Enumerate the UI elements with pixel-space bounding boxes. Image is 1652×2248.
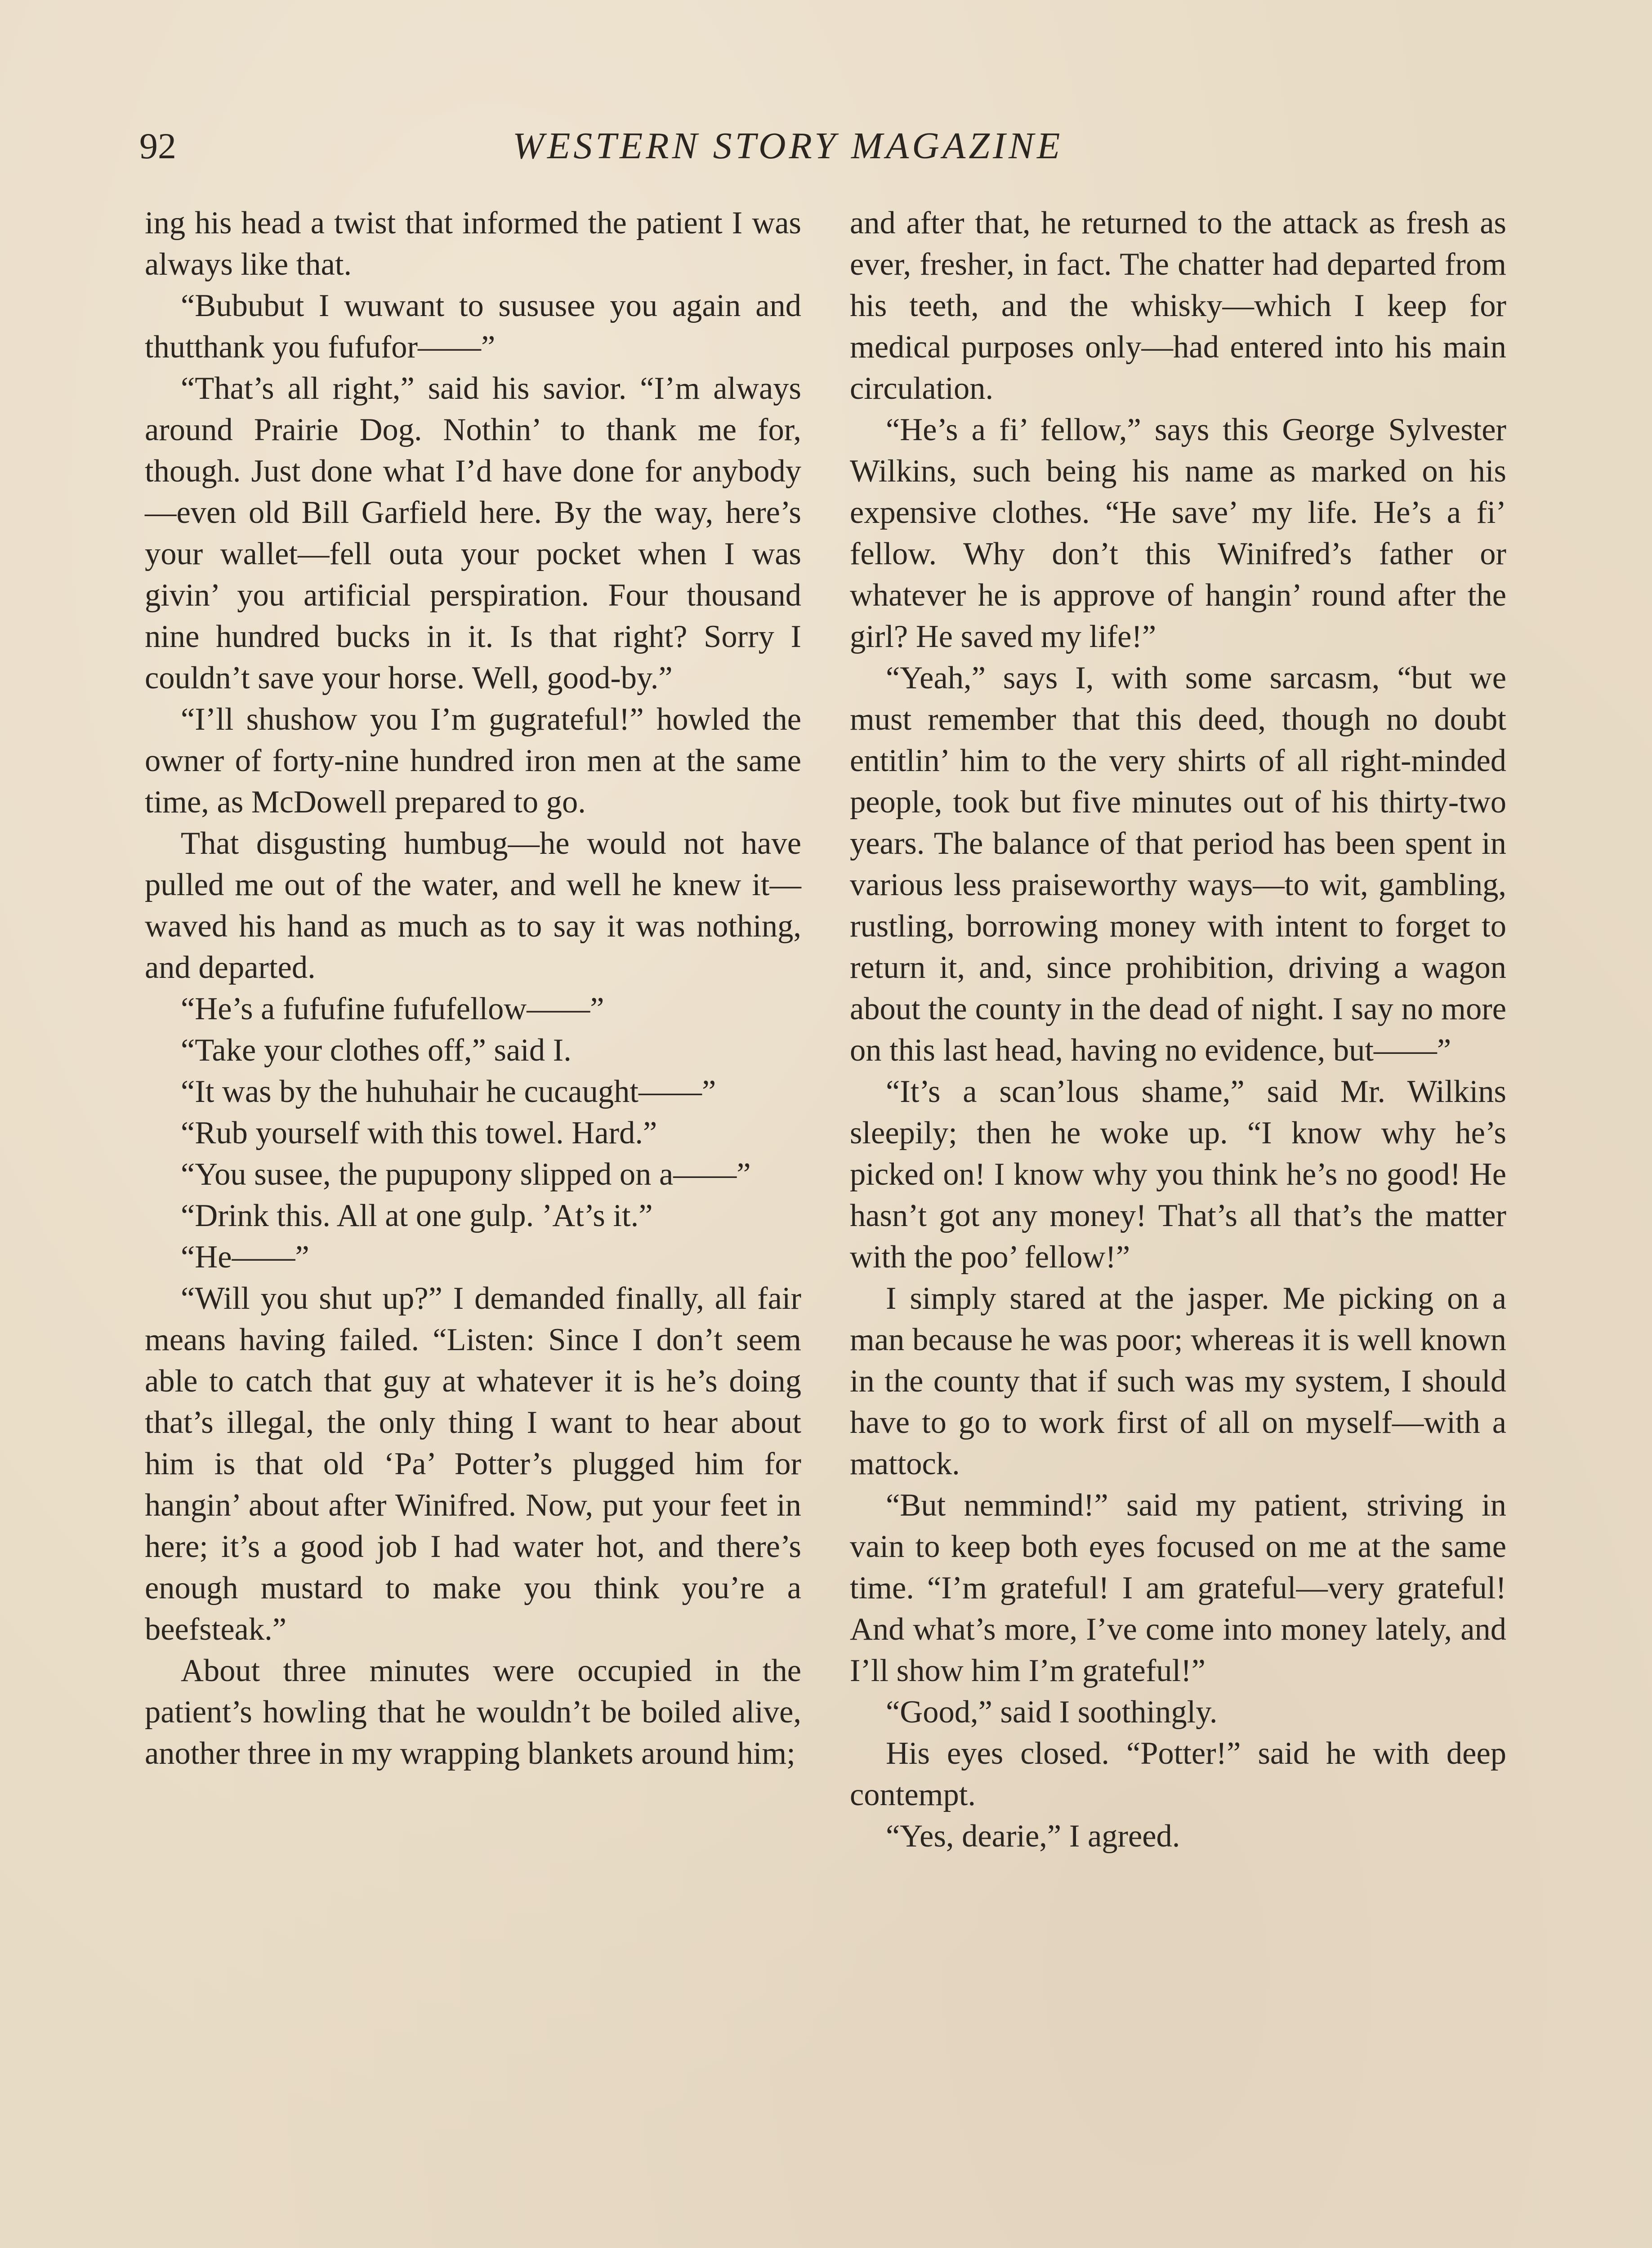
paragraph: “That’s all right,” said his savior. “I’m always around Prairie Dog. Nothin’ to thank me for, though. Just done what I’d have done for anybody—even old Bill Garfield here. By the way, here’s your wallet—fell outa your pocket when I was givin’ you artificial perspiration. Four thousand nine hundred bucks in it. Is that right? Sorry I couldn’t save your horse. Well, good-by.” [145, 371, 801, 696]
page-header [139, 121, 1515, 180]
paragraph: and after that, he returned to the attack as fresh as ever, fresher, in fact. The chatter had departed from his teeth, and the whisky—which I keep for medical purposes only—had entered into his main circulation. [850, 205, 1506, 406]
paragraph: “He’s a fi’ fellow,” says this George Sylvester Wilkins, such being his name as marked on his expensive clothes. “He save’ my life. He’s a fi’ fellow. Why don’t this Winifred’s father or whatever he is approve of hangin’ round after the girl? He saved my life!” [850, 412, 1506, 654]
paragraph: That disgusting humbug—he would not have pulled me out of the water, and well he knew it—waved his hand as much as to say it was nothing, and departed. [145, 826, 801, 985]
paragraph: “Will you shut up?” I demanded finally, all fair means having failed. “Listen: Since I don’t seem able to catch that guy at whatever it is he’s doing that’s illegal, the only thing I want to hear about him is that old ‘Pa’ Potter’s plugged him for hangin’ about after Winifred. Now, put your feet in here; it’s a good job I had water hot, and there’s enough mustard to make you think you’re a beefsteak.” [145, 1281, 801, 1647]
paragraph: ing his head a twist that informed the patient I was always like that. [145, 205, 801, 282]
paragraph: “Rub yourself with this towel. Hard.” [181, 1115, 657, 1151]
paragraph: “He’s a fufufine fufufellow——” [181, 991, 604, 1026]
paragraph: About three minutes were occupied in the patient’s howling that he wouldn’t be boiled alive, another three in my wrapping blankets around him; [145, 1653, 801, 1771]
paragraph: I simply stared at the jasper. Me picking on a man because he was poor; whereas it is well known in the county that if such was my system, I should have to go to work first of all on myself—with a mattock. [850, 1281, 1506, 1481]
paragraph: “Yes, dearie,” I agreed. [886, 1819, 1180, 1854]
running-head: WESTERN STORY MAGAZINE [513, 125, 1063, 167]
paragraph: “It’s a scan’lous shame,” said Mr. Wilkins sleepily; then he woke up. “I know why he’s picked on! I know why you think he’s no good! He hasn’t got any money! That’s all that’s the matter with the poo’ fellow!” [850, 1074, 1506, 1275]
paragraph: “It was by the huhuhair he cucaught——” [181, 1074, 716, 1109]
paragraph: “He——” [181, 1240, 309, 1275]
paragraph: “Take your clothes off,” said I. [181, 1033, 572, 1068]
paragraph: “Drink this. All at one gulp. ’At’s it.” [181, 1198, 653, 1233]
paragraph: “Bububut I wuwant to sususee you again and thutthank you fufufor——” [145, 288, 801, 365]
page-number: 92 [139, 125, 176, 166]
paragraph: “You susee, the pupupony slipped on a——” [181, 1157, 751, 1192]
paragraph: “I’ll shushow you I’m gugrateful!” howled the owner of forty-nine hundred iron men at the same time, as McDowell prepared to go. [145, 702, 801, 820]
right-column [850, 202, 1506, 1857]
paragraph: His eyes closed. “Potter!” said he with deep contempt. [850, 1736, 1506, 1812]
left-column [145, 202, 801, 1774]
paragraph: “Good,” said I soothingly. [886, 1695, 1218, 1730]
paragraph: “Yeah,” says I, with some sarcasm, “but we must remember that this deed, though no doubt entitlin’ him to the very shirts of all right-minded people, took but five minutes out of his thirty-two years. The balance of that period has been spent in various less praiseworthy ways—to wit, gambling, rustling, borrowing money with intent to forget to return it, and, since prohibition, driving a wagon about the county in the dead of night. I say no more on this last head, having no evidence, but——” [850, 660, 1506, 1068]
paragraph: “But nemmind!” said my patient, striving in vain to keep both eyes focused on me at the same time. “I’m grateful! I am grateful—very grateful! And what’s more, I’ve come into money lately, and I’ll show him I’m grateful!” [850, 1488, 1506, 1688]
